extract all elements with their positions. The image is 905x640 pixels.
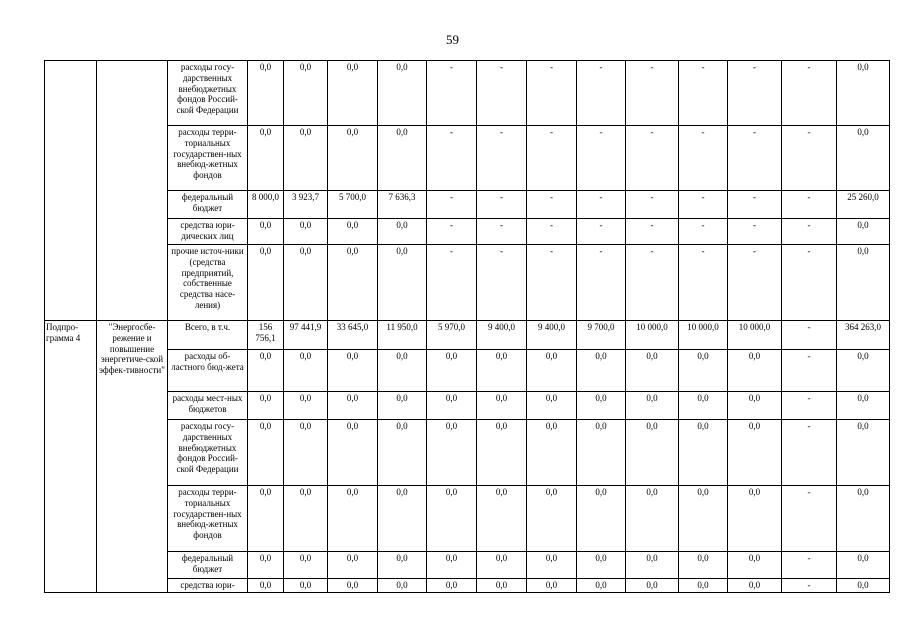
value-cell: - xyxy=(782,350,837,392)
value-cell: - xyxy=(577,245,626,321)
value-cell: 0,0 xyxy=(527,392,577,420)
value-cell: 0,0 xyxy=(527,579,577,593)
value-cell: 0,0 xyxy=(626,392,679,420)
value-cell: - xyxy=(626,126,679,191)
value-cell: 97 441,9 xyxy=(284,321,328,350)
value-cell: 0,0 xyxy=(679,552,728,579)
funding-source-cell: расходы мест-ных бюджетов xyxy=(168,392,248,420)
value-cell: 0,0 xyxy=(679,350,728,392)
value-cell: - xyxy=(427,219,477,245)
value-cell: 0,0 xyxy=(679,420,728,486)
value-cell: - xyxy=(782,126,837,191)
value-cell: 0,0 xyxy=(626,420,679,486)
value-cell: 0,0 xyxy=(248,245,284,321)
value-cell: 11 950,0 xyxy=(378,321,427,350)
value-cell: 0,0 xyxy=(328,61,378,126)
value-cell: 0,0 xyxy=(284,552,328,579)
value-cell: 0,0 xyxy=(248,552,284,579)
value-cell: 156 756,1 xyxy=(248,321,284,350)
value-cell: - xyxy=(527,126,577,191)
value-cell: 0,0 xyxy=(284,486,328,552)
value-cell: - xyxy=(527,191,577,219)
value-cell: - xyxy=(782,552,837,579)
value-cell: 0,0 xyxy=(378,392,427,420)
value-cell: 0,0 xyxy=(378,486,427,552)
value-cell: 0,0 xyxy=(477,552,527,579)
value-cell: - xyxy=(577,126,626,191)
value-cell: - xyxy=(679,61,728,126)
value-cell: 33 645,0 xyxy=(328,321,378,350)
funding-source-cell: Всего, в т.ч. xyxy=(168,321,248,350)
value-cell: 0,0 xyxy=(284,219,328,245)
value-cell: - xyxy=(782,191,837,219)
value-cell: 5 700,0 xyxy=(328,191,378,219)
funding-source-cell: федеральный бюджет xyxy=(168,191,248,219)
value-cell: 0,0 xyxy=(527,486,577,552)
table-row xyxy=(45,61,890,126)
value-cell: 0,0 xyxy=(527,552,577,579)
funding-source-cell: федеральный бюджет xyxy=(168,552,248,579)
value-cell: 9 700,0 xyxy=(577,321,626,350)
value-cell: 0,0 xyxy=(728,420,782,486)
value-cell: 10 000,0 xyxy=(626,321,679,350)
value-cell: 0,0 xyxy=(626,350,679,392)
value-cell: 0,0 xyxy=(427,486,477,552)
funding-source-cell: расходы госу-дарственных внебюджетных фондов Россий-ской Федерации xyxy=(168,420,248,486)
value-cell: - xyxy=(427,126,477,191)
value-cell: 0,0 xyxy=(477,350,527,392)
value-cell: 0,0 xyxy=(728,486,782,552)
value-cell: 0,0 xyxy=(248,126,284,191)
value-cell: 0,0 xyxy=(378,350,427,392)
value-cell: 3 923,7 xyxy=(284,191,328,219)
value-cell: 0,0 xyxy=(427,420,477,486)
value-cell: - xyxy=(782,579,837,593)
value-cell: 0,0 xyxy=(527,420,577,486)
value-cell: 5 970,0 xyxy=(427,321,477,350)
value-cell: 0,0 xyxy=(328,126,378,191)
value-cell: 10 000,0 xyxy=(728,321,782,350)
value-cell: 0,0 xyxy=(248,392,284,420)
table-row xyxy=(45,420,890,486)
value-cell: 0,0 xyxy=(378,420,427,486)
value-cell: 0,0 xyxy=(679,486,728,552)
value-cell: 0,0 xyxy=(427,392,477,420)
value-cell: - xyxy=(477,219,527,245)
value-cell: 0,0 xyxy=(728,350,782,392)
value-cell: 0,0 xyxy=(328,486,378,552)
value-cell: 0,0 xyxy=(837,552,890,579)
value-cell: 0,0 xyxy=(679,579,728,593)
value-cell: - xyxy=(577,61,626,126)
table-row xyxy=(45,392,890,420)
funding-source-cell: средства юри- xyxy=(168,579,248,593)
value-cell: - xyxy=(679,219,728,245)
value-cell: 0,0 xyxy=(577,552,626,579)
value-cell: - xyxy=(626,219,679,245)
table-row xyxy=(45,126,890,191)
value-cell: - xyxy=(626,191,679,219)
value-cell: 0,0 xyxy=(577,420,626,486)
value-cell: - xyxy=(477,61,527,126)
value-cell: - xyxy=(782,486,837,552)
value-cell: - xyxy=(527,245,577,321)
value-cell: 0,0 xyxy=(378,126,427,191)
value-cell: 0,0 xyxy=(284,392,328,420)
value-cell: 0,0 xyxy=(577,579,626,593)
value-cell: 0,0 xyxy=(427,350,477,392)
subprogram-title-cell: "Энергосбе-режение и повышение энергетиче-ской эффек-тивности" xyxy=(97,321,168,593)
value-cell: 0,0 xyxy=(328,350,378,392)
value-cell: 0,0 xyxy=(284,420,328,486)
value-cell: 364 263,0 xyxy=(837,321,890,350)
value-cell: 0,0 xyxy=(328,420,378,486)
value-cell: 0,0 xyxy=(477,420,527,486)
value-cell: 0,0 xyxy=(837,245,890,321)
value-cell: 0,0 xyxy=(837,350,890,392)
value-cell: 0,0 xyxy=(378,552,427,579)
value-cell: 0,0 xyxy=(837,486,890,552)
value-cell: 0,0 xyxy=(427,579,477,593)
value-cell: 0,0 xyxy=(477,486,527,552)
table-row xyxy=(45,486,890,552)
value-cell: 0,0 xyxy=(837,420,890,486)
table-row xyxy=(45,245,890,321)
subprogram-cell: Подпро-грамма 4 xyxy=(45,321,97,593)
funding-source-cell: расходы терри-ториальных государствен-ных внебюд-жетных фондов xyxy=(168,126,248,191)
value-cell: 0,0 xyxy=(248,420,284,486)
value-cell: 0,0 xyxy=(427,552,477,579)
value-cell: 0,0 xyxy=(626,486,679,552)
page-number: 59 xyxy=(446,32,459,47)
value-cell: - xyxy=(477,126,527,191)
value-cell: 0,0 xyxy=(328,552,378,579)
value-cell: - xyxy=(577,219,626,245)
value-cell: - xyxy=(728,219,782,245)
value-cell: 0,0 xyxy=(248,219,284,245)
funding-source-cell: расходы об-ластного бюд-жета xyxy=(168,350,248,392)
value-cell: 7 636,3 xyxy=(378,191,427,219)
value-cell: - xyxy=(427,61,477,126)
value-cell: 10 000,0 xyxy=(679,321,728,350)
value-cell: 0,0 xyxy=(679,392,728,420)
value-cell: - xyxy=(477,191,527,219)
value-cell: 0,0 xyxy=(728,392,782,420)
value-cell: 0,0 xyxy=(626,579,679,593)
value-cell: - xyxy=(782,392,837,420)
value-cell: - xyxy=(477,245,527,321)
value-cell: 0,0 xyxy=(577,486,626,552)
budget-table-body xyxy=(45,61,890,593)
value-cell: 0,0 xyxy=(577,392,626,420)
value-cell: 0,0 xyxy=(328,392,378,420)
table-row xyxy=(45,350,890,392)
value-cell: - xyxy=(728,191,782,219)
value-cell: 0,0 xyxy=(837,579,890,593)
value-cell: 0,0 xyxy=(728,579,782,593)
value-cell: - xyxy=(728,245,782,321)
value-cell: 0,0 xyxy=(477,392,527,420)
value-cell: 0,0 xyxy=(248,486,284,552)
value-cell: 0,0 xyxy=(837,61,890,126)
value-cell: - xyxy=(782,321,837,350)
value-cell: 0,0 xyxy=(378,579,427,593)
value-cell: 0,0 xyxy=(728,552,782,579)
program-title-cell xyxy=(97,61,168,321)
value-cell: - xyxy=(728,126,782,191)
value-cell: - xyxy=(782,245,837,321)
value-cell: 0,0 xyxy=(328,579,378,593)
value-cell: - xyxy=(577,191,626,219)
table-row xyxy=(45,579,890,593)
value-cell: 0,0 xyxy=(328,245,378,321)
value-cell: 9 400,0 xyxy=(527,321,577,350)
value-cell: - xyxy=(679,191,728,219)
funding-source-cell: расходы терри-ториальных государствен-ных внебюд-жетных фондов xyxy=(168,486,248,552)
table-row xyxy=(45,321,890,350)
value-cell: 0,0 xyxy=(477,579,527,593)
value-cell: 0,0 xyxy=(284,350,328,392)
value-cell: - xyxy=(679,245,728,321)
value-cell: 0,0 xyxy=(284,245,328,321)
value-cell: - xyxy=(782,61,837,126)
table-row xyxy=(45,552,890,579)
value-cell: - xyxy=(782,219,837,245)
value-cell: 0,0 xyxy=(248,350,284,392)
table-row xyxy=(45,191,890,219)
value-cell: - xyxy=(782,420,837,486)
value-cell: 8 000,0 xyxy=(248,191,284,219)
value-cell: - xyxy=(626,61,679,126)
value-cell: - xyxy=(728,61,782,126)
value-cell: 0,0 xyxy=(837,219,890,245)
value-cell: 25 260,0 xyxy=(837,191,890,219)
value-cell: 9 400,0 xyxy=(477,321,527,350)
value-cell: 0,0 xyxy=(378,245,427,321)
value-cell: - xyxy=(626,245,679,321)
funding-source-cell: средства юри-дических лиц xyxy=(168,219,248,245)
value-cell: 0,0 xyxy=(577,350,626,392)
value-cell: 0,0 xyxy=(626,552,679,579)
budget-table xyxy=(44,60,890,593)
value-cell: 0,0 xyxy=(284,579,328,593)
funding-source-cell: прочие источ-ники (средства предприятий, собственные средства насе-ления) xyxy=(168,245,248,321)
value-cell: 0,0 xyxy=(378,219,427,245)
value-cell: 0,0 xyxy=(248,579,284,593)
value-cell: 0,0 xyxy=(527,350,577,392)
table-row xyxy=(45,219,890,245)
value-cell: 0,0 xyxy=(284,126,328,191)
value-cell: 0,0 xyxy=(284,61,328,126)
program-cell xyxy=(45,61,97,321)
funding-source-cell: расходы госу-дарственных внебюджетных фондов Россий-ской Федерации xyxy=(168,61,248,126)
value-cell: 0,0 xyxy=(248,61,284,126)
value-cell: - xyxy=(679,126,728,191)
value-cell: - xyxy=(527,219,577,245)
value-cell: - xyxy=(427,191,477,219)
value-cell: 0,0 xyxy=(378,61,427,126)
value-cell: - xyxy=(527,61,577,126)
value-cell: 0,0 xyxy=(328,219,378,245)
value-cell: - xyxy=(427,245,477,321)
value-cell: 0,0 xyxy=(837,392,890,420)
value-cell: 0,0 xyxy=(837,126,890,191)
